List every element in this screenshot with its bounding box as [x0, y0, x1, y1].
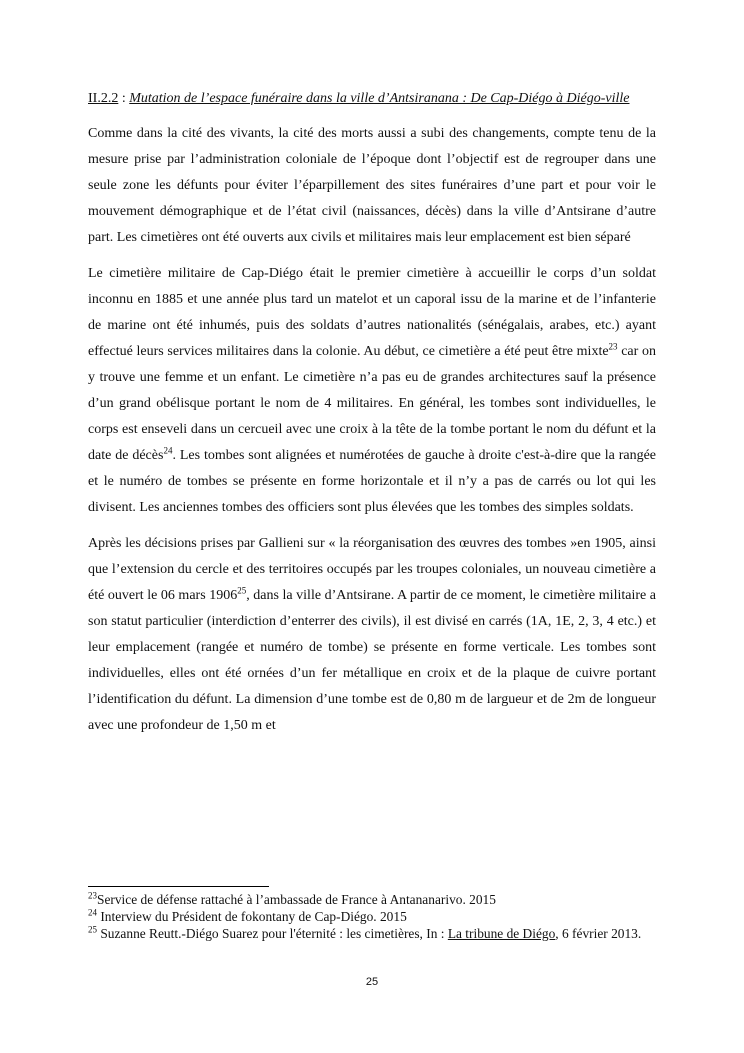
- footnote-24-text: Interview du Président de fokontany de Cap-Diégo. 2015: [97, 909, 407, 924]
- section-separator: :: [118, 91, 130, 106]
- footnotes: [88, 886, 656, 942]
- paragraph-3-part-a: Après les décisions prises par Gallieni sur « la réorganisation des œuvres des tombes »en 1905, ainsi que l’extension du cercle et des territoires occupés par les troupes coloniales, un nouveau cimetière a été ouvert le 06 mars 1906: [88, 536, 656, 603]
- paragraph-2-part-b: car on y trouve une femme et un enfant. Le cimetière n’a pas eu de grandes architectures sauf la présence d’un grand obélisque portant le nom de 4 militaires. En général, les tombes sont individuelles, le corps est enseveli dans un cercueil avec une croix à la tête de la tombe portant le nom du défunt et la date de décès: [88, 344, 656, 463]
- page-number: 25: [365, 976, 379, 988]
- footnote-25-source: La tribune de Diégo: [447, 926, 556, 941]
- footnote-mark-25: 25: [88, 924, 97, 935]
- footnote-24: [88, 908, 656, 925]
- page-body: [88, 86, 656, 749]
- paragraph-3-part-b: , dans la ville d’Antsirane. A partir de ce moment, le cimetière militaire a son statut particulier (interdiction d’enterrer des civils), il est divisé en carrés (1A, 1E, 2, 3, 4 etc.) et leur emplacement (rangée et numéro de tombe) se présente en forme verticale. Les tombes sont individuelles, elles ont été ornées d’un fer métallique en croix et de la plaque de cuivre portant l’identification du défunt. La dimension d’une tombe est de 0,80 m de largueur et de 2m de longueur avec une profondeur de 1,50 m et: [88, 588, 656, 733]
- footnote-divider: [88, 886, 269, 887]
- section-title: Mutation de l’espace funéraire dans la ville d’Antsiranana : De Cap-Diégo à Diégo-ville: [129, 91, 630, 106]
- paragraph-3: [88, 531, 656, 739]
- footnote-ref-23: 23: [608, 341, 618, 352]
- paragraph-2-part-c: . Les tombes sont alignées et numérotées de gauche à droite c'est-à-dire que la rangée et le numéro de tombes se présente en forme horizontale et il n’y a pas de carrés ou lot qui les divisent. Les anciennes tombes des officiers sont plus élevées que les tombes des simples soldats.: [88, 448, 657, 515]
- footnote-mark-24: 24: [88, 907, 97, 918]
- paragraph-2-part-a: Le cimetière militaire de Cap-Diégo était le premier cimetière à accueillir le corps d’un soldat inconnu en 1885 et une année plus tard un matelot et un caporal issu de la marine et de l’infanterie de marine ont été inhumés, puis des soldats d’autres nationalités (sénégalais, arabes, etc.) ayant effectué leurs services militaires dans la colonie. Au début, ce cimetière a été peut être mixte: [88, 266, 656, 359]
- footnote-mark-23: 23: [88, 890, 97, 901]
- footnote-23: [88, 891, 656, 908]
- footnote-25-end: , 6 février 2013.: [555, 926, 642, 941]
- footnote-ref-25: 25: [237, 585, 247, 596]
- footnote-25: [88, 925, 656, 942]
- footnote-23-text: Service de défense rattaché à l’ambassade de France à Antananarivo. 2015: [97, 892, 496, 907]
- section-heading: [88, 86, 656, 112]
- section-number: II.2.2: [88, 91, 119, 106]
- paragraph-2: [88, 261, 656, 521]
- footnote-25-text: Suzanne Reutt.-Diégo Suarez pour l'éternité : les cimetières, In :: [97, 926, 448, 941]
- footnote-ref-24: 24: [163, 445, 173, 456]
- paragraph-1: Comme dans la cité des vivants, la cité des morts aussi a subi des changements, compte tenu de la mesure prise par l’administration coloniale de l’époque dont l’objectif est de regrouper dans une seule zone les défunts pour éviter l’éparpillement des sites funéraires d’une part et pour voir le mouvement démographique et de l’état civil (naissances, décès) dans la ville d’Antsirane d’autre part. Les cimetières ont été ouverts aux civils et militaires mais leur emplacement est bien séparé: [88, 126, 656, 245]
